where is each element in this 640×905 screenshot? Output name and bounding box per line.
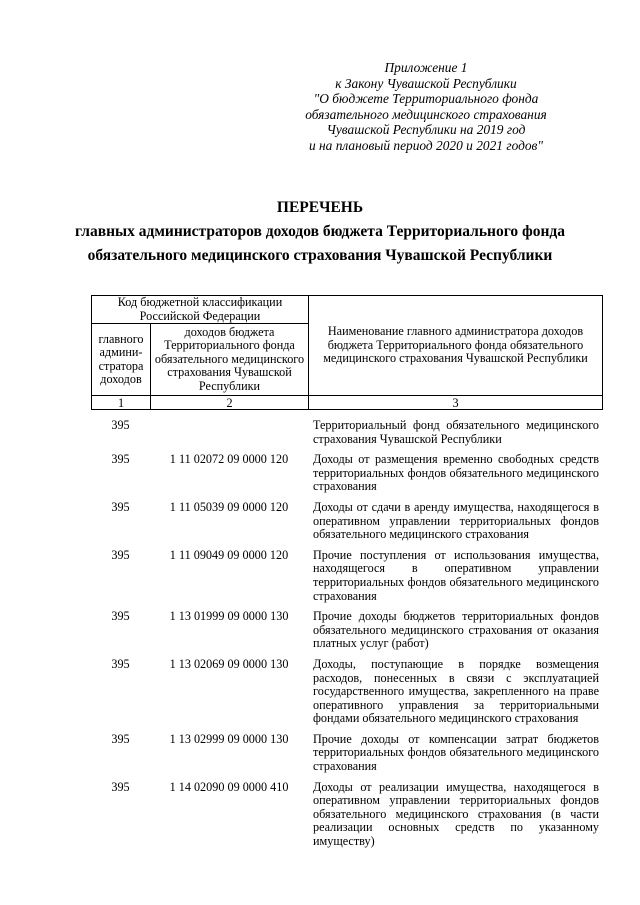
income-code-cell: 1 13 01999 09 0000 130 xyxy=(169,609,289,624)
admin-code-cell: 395 xyxy=(111,499,130,514)
header-group-code: Код бюджетной классификации Российской Федерации xyxy=(92,296,309,324)
admin-code-cell: 395 xyxy=(111,656,130,671)
table-row xyxy=(91,549,602,603)
name-cell: Доходы от размещения временно свободных средств территориальных фондов обязательного медицинского страхования xyxy=(313,452,599,494)
admin-code-cell: 395 xyxy=(111,418,130,432)
document-title xyxy=(0,196,640,268)
admin-code-cell: 395 xyxy=(111,547,130,562)
income-code-cell: 1 13 02069 09 0000 130 xyxy=(169,656,289,671)
table-row xyxy=(91,781,602,849)
name-cell: Прочие поступления от использования имущества, находящегося в оперативном управлении территориальных фондов обязательного медицинского страхования xyxy=(313,547,599,603)
admin-code-cell: 395 xyxy=(111,731,130,746)
name-cell: Доходы, поступающие в порядке возмещения расходов, понесенных в связи с эксплуатацией государственного имущества, закрепленного на праве оперативного управления за территориальными фондами обязательного медицинского страхования xyxy=(313,656,599,726)
table-row xyxy=(91,501,602,542)
appendix-line: Чувашской Республики на 2019 год xyxy=(326,122,526,138)
header-income-column: доходов бюджета Территориального фонда обязательного медицинского страхования Чувашской Республики xyxy=(151,324,309,396)
table-row xyxy=(91,610,602,651)
name-cell: Прочие доходы бюджетов территориальных фондов обязательного медицинского страхования от оказания платных услуг (работ) xyxy=(313,609,599,651)
income-code-cell: 1 14 02090 09 0000 410 xyxy=(169,779,289,794)
appendix-line: "О бюджете Территориального фонда xyxy=(313,91,539,107)
title-line-2: обязательного медицинского страхования Чувашской Республики xyxy=(87,247,553,264)
table-row xyxy=(91,733,602,774)
table-row xyxy=(91,419,602,446)
header-number-2: 2 xyxy=(151,396,309,410)
header-admin-column: главного админи-стратора доходов xyxy=(92,324,151,396)
header-name-column: Наименование главного администратора доходов бюджета Территориального фонда обязательного медицинского страхования Чувашской Республики xyxy=(309,296,603,396)
table-row xyxy=(91,658,602,726)
title-heading: ПЕРЕЧЕНЬ xyxy=(276,199,364,216)
income-code-cell: 1 13 02999 09 0000 130 xyxy=(169,731,289,746)
income-code-cell: 1 11 09049 09 0000 120 xyxy=(169,547,289,562)
income-code-cell: 1 11 02072 09 0000 120 xyxy=(169,452,289,467)
table-header xyxy=(91,295,603,410)
appendix-line: и на плановый период 2020 и 2021 годов" xyxy=(308,137,543,153)
appendix-line: к Закону Чувашской Республики xyxy=(335,75,517,91)
table-row xyxy=(91,453,602,494)
admin-code-cell: 395 xyxy=(111,609,130,624)
appendix-block xyxy=(276,60,576,154)
table-body xyxy=(91,419,602,856)
title-line-1: главных администраторов доходов бюджета Территориального фонда xyxy=(75,223,565,240)
admin-code-cell: 395 xyxy=(111,779,130,794)
appendix-line: обязательного медицинского страхования xyxy=(305,106,547,122)
appendix-line: Приложение 1 xyxy=(384,60,468,75)
admin-code-cell: 395 xyxy=(111,452,130,467)
name-cell: Территориальный фонд обязательного медицинского страхования Чувашской Республики xyxy=(313,418,599,446)
income-code-cell: 1 11 05039 09 0000 120 xyxy=(169,499,289,514)
header-number-3: 3 xyxy=(309,396,603,410)
income-code-cell xyxy=(150,419,308,446)
name-cell: Доходы от реализации имущества, находящегося в оперативном управлении территориальных фондов обязательного медицинского страхования (в части реализации основных средств по указанному имуществу) xyxy=(313,779,599,849)
header-number-1: 1 xyxy=(92,396,151,410)
name-cell: Прочие доходы от компенсации затрат бюджетов территориальных фондов обязательного медицинского страхования xyxy=(313,731,599,774)
name-cell: Доходы от сдачи в аренду имущества, находящегося в оперативном управлении территориальных фондов обязательного медицинского страхования xyxy=(313,499,599,542)
